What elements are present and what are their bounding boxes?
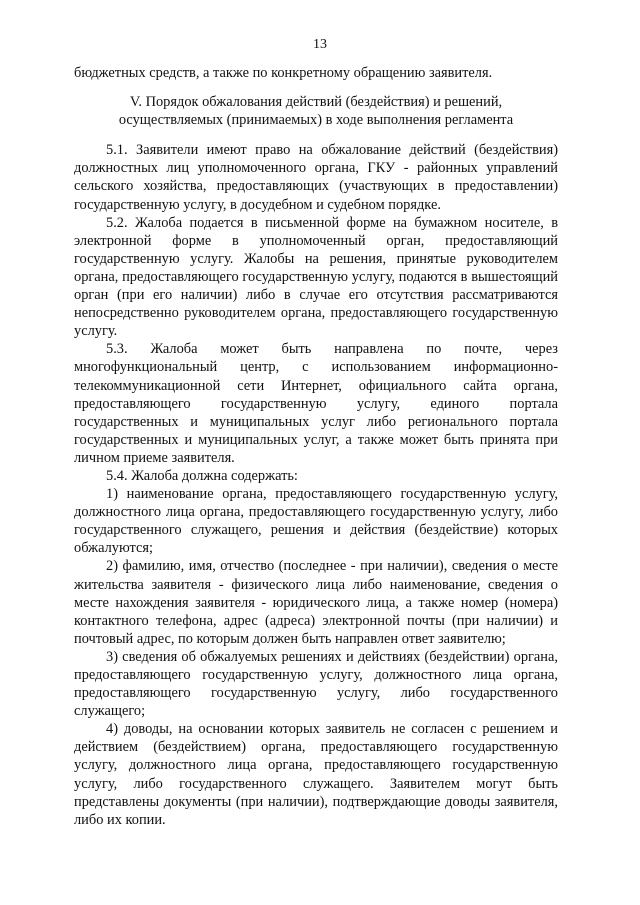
section-heading xyxy=(74,93,558,129)
section-heading-line-1: V. Порядок обжалования действий (бездействия) и решений, xyxy=(129,94,503,111)
list-item-2: 2) фамилию, имя, отчество (последнее - при наличии), сведения о месте жительства заявителя - физического лица либо наименование, сведения о месте нахождения заявителя - юридического лица, а также номер (номера) контактного телефона, адрес (адреса) электронной почты (при наличии) и почтовый адрес, по которым должен быть направлен ответ заявителю; xyxy=(74,558,558,647)
document-body xyxy=(74,64,558,829)
continuation-text: бюджетных средств, а также по конкретному обращению заявителя. xyxy=(74,65,493,81)
paragraph-5-3: 5.3. Жалоба может быть направлена по почте, через многофункциональный центр, с использованием информационно-телекоммуникационной сети Интернет, официального сайта органа, предоставляющего государственную услугу, единого портала государственных и муниципальных услуг либо регионального портала государственных и муниципальных услуг, а также может быть принята при личном приеме заявителя. xyxy=(74,341,558,466)
paragraph-5-4: 5.4. Жалоба должна содержать: xyxy=(106,467,298,484)
section-heading-line-2: осуществляемых (принимаемых) в ходе выполнения регламента xyxy=(118,112,514,129)
paragraph-5-2: 5.2. Жалоба подается в письменной форме на бумажном носителе, в электронной форме в уполномоченный орган, предоставляющий государственную услугу. Жалобы на решения, принятые руководителем органа, предоставляющего государственную услугу, подаются в вышестоящий орган (при его наличии) либо в случае его отсутствия рассматриваются непосредственно руководителем органа, предоставляющего государственную услугу. xyxy=(74,214,558,340)
list-item-4: 4) доводы, на основании которых заявитель не согласен с решением и действием (бездействием) органа, предоставляющего государственную услугу, должностного лица органа, предоставляющего государственную услугу, либо государственного служащего. Заявителем могут быть представлены документы (при наличии), подтверждающие доводы заявителя, либо их копии. xyxy=(74,721,558,828)
list-item-1: 1) наименование органа, предоставляющего государственную услугу, должностного лица органа, предоставляющего государственную услугу, либо государственного служащего, решения и действия (бездействие) которых обжалуются; xyxy=(74,486,558,557)
list-item-3: 3) сведения об обжалуемых решениях и действиях (бездействии) органа, предоставляющего государственную услугу, должностного лица органа, предоставляющего государственную услугу, либо государственного служащего; xyxy=(74,648,558,720)
paragraph-5-1: 5.1. Заявители имеют право на обжалование действий (бездействия) должностных лиц уполномоченного органа, ГКУ - районных управлений сельского хозяйства, предоставляющих (участвующих в предоставлении) государственную услугу, в досудебном и судебном порядке. xyxy=(74,142,558,213)
page-number: 13 xyxy=(313,37,327,52)
